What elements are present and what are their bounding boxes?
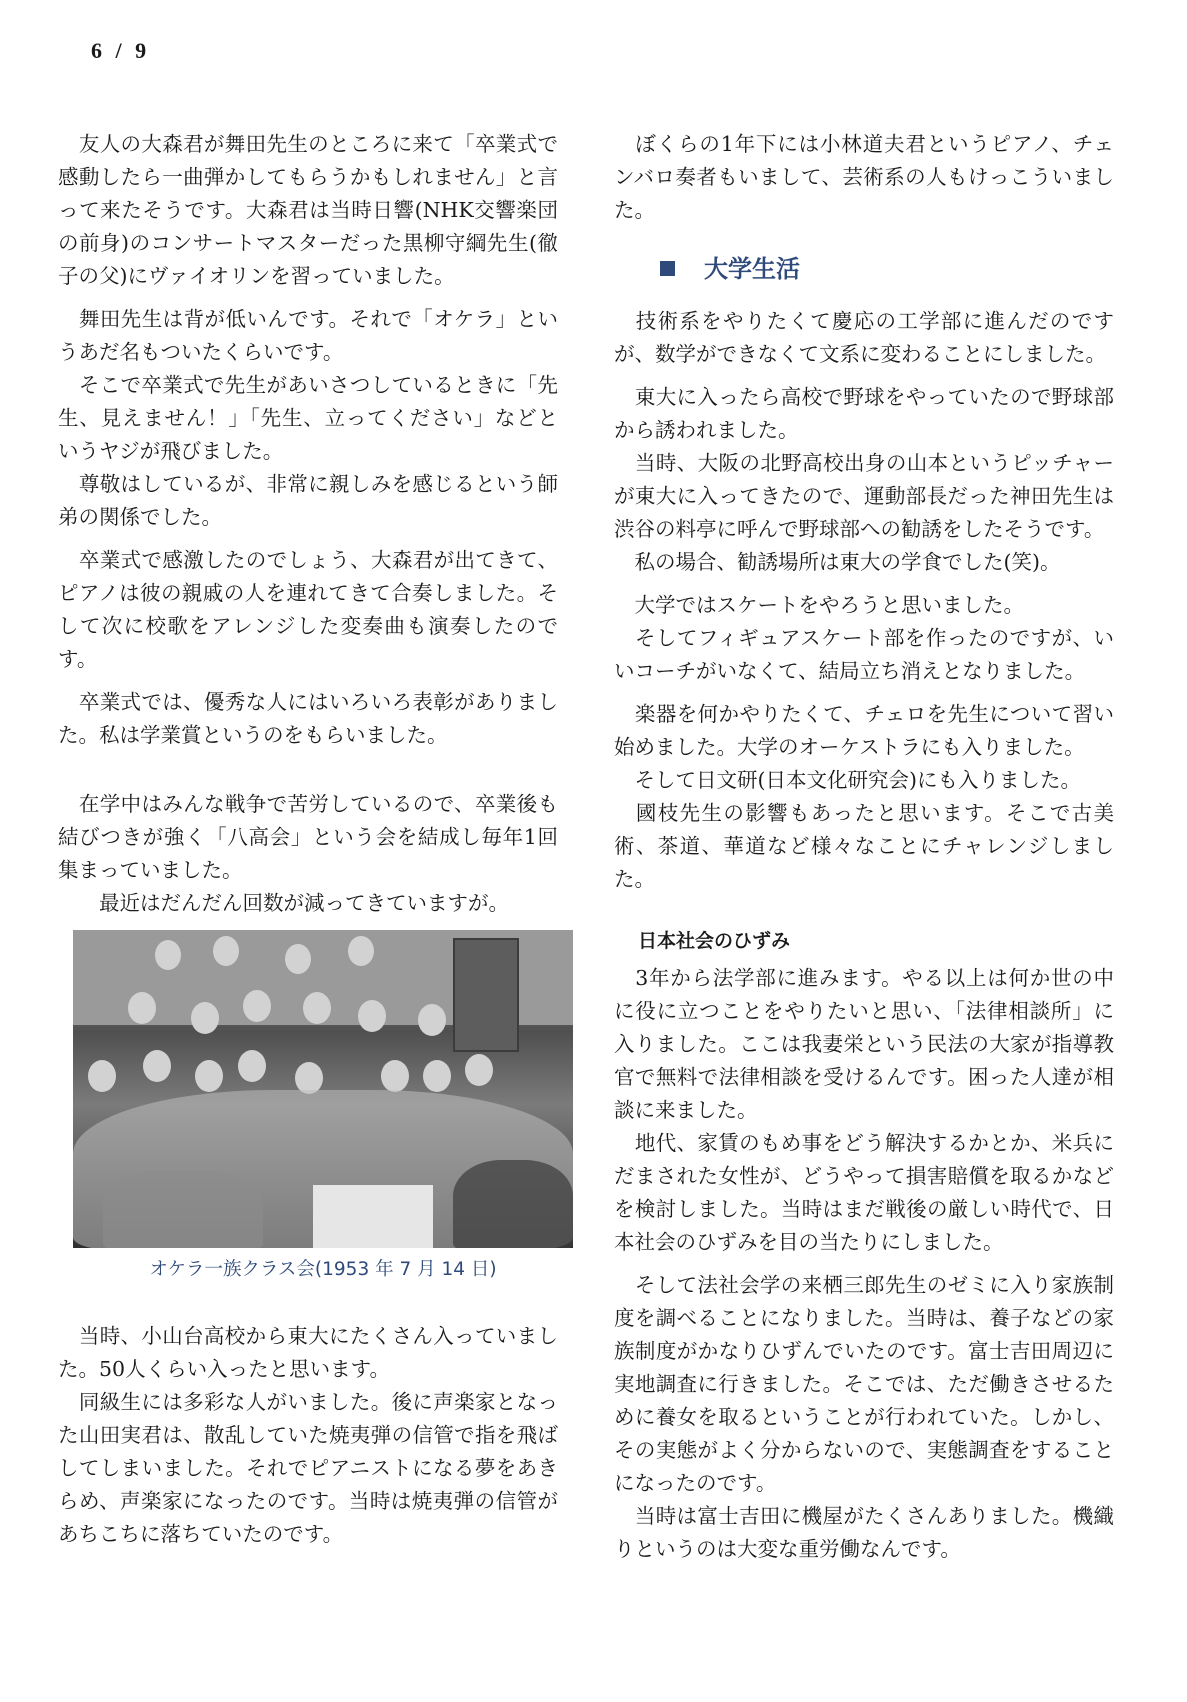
- paragraph: 当時、小山台高校から東大にたくさん入っていました。50人くらい入ったと思います。: [58, 1324, 558, 1381]
- paragraph: 卒業式では、優秀な人にはいろいろ表彰がありました。私は学業賞というのをもらいました。: [58, 690, 558, 747]
- paragraph: 舞田先生は背が低いんです。それで「オケラ」というあだ名もついたくらいです。: [58, 307, 558, 364]
- paragraph: 3年から法学部に進みます。やる以上は何か世の中に役に立つことをやりたいと思い、「法律相談所」に入りました。ここは我妻栄という民法の大家が指導教官で無料で法律相談を受けるんです。困った人達が相談に来ました。: [614, 966, 1114, 1122]
- paragraph: 当時、大阪の北野高校出身の山本というピッチャーが東大に入ってきたので、運動部長だった神田先生は渋谷の料亭に呼んで野球部への勧誘をしたそうです。: [614, 451, 1114, 541]
- paragraph: 友人の大森君が舞田先生のところに来て「卒業式で感動したら一曲弾かしてもらうかもしれません」と言って来たそうです。大森君は当時日響(NHK交響楽団の前身)のコンサートマスターだった黒柳守綱先生(徹子の父)にヴァイオリンを習っていました。: [58, 132, 558, 288]
- class-reunion-photo: [73, 930, 573, 1248]
- paragraph: そこで卒業式で先生があいさつしているときに「先生、見えません！」「先生、立ってください」などというヤジが飛びました。: [58, 373, 558, 463]
- paragraph: そしてフィギュアスケート部を作ったのですが、いいコーチがいなくて、結局立ち消えとなりました。: [614, 626, 1114, 683]
- left-column: [58, 128, 558, 1551]
- paragraph: 技術系をやりたくて慶応の工学部に進んだのですが、数学ができなくて文系に変わることにしました。: [614, 309, 1114, 366]
- paragraph: 在学中はみんな戦争で苦労しているので、卒業後も結びつきが強く「八高会」という会を結成し毎年1回集まっていました。: [58, 792, 558, 882]
- paragraph: 私の場合、勧誘場所は東大の学食でした(笑)。: [614, 550, 1061, 574]
- section-heading-text: 大学生活: [704, 255, 800, 283]
- paragraph: 最近はだんだん回数が減ってきていますが。: [58, 891, 509, 915]
- photo-caption: オケラ一族クラス会(1953 年 7 月 14 日): [149, 1259, 497, 1280]
- paragraph: 同級生には多彩な人がいました。後に声楽家となった山田実君は、散乱していた焼夷弾の信管で指を飛ばしてしまいました。それでピアニストになる夢をあきらめ、声楽家になったのです。当時は焼夷弾の信管があちこちに落ちていたのです。: [58, 1390, 558, 1546]
- paragraph: 当時は富士吉田に機屋がたくさんありました。機織りというのは大変な重労働なんです。: [614, 1504, 1114, 1561]
- paragraph: 地代、家賃のもめ事をどう解決するかとか、米兵にだまされた女性が、どうやって損害賠償を取るかなどを検討しました。当時はまだ戦後の厳しい時代で、日本社会のひずみを目の当たりにしました。: [614, 1131, 1114, 1254]
- square-bullet-icon: [660, 261, 675, 276]
- paragraph: 東大に入ったら高校で野球をやっていたので野球部から誘われました。: [614, 385, 1114, 442]
- paragraph: 國枝先生の影響もあったと思います。そこで古美術、茶道、華道など様々なことにチャレンジしました。: [614, 801, 1114, 891]
- section-heading: [614, 249, 1114, 289]
- paragraph: そして日文研(日本文化研究会)にも入りました。: [614, 768, 1081, 792]
- right-column: [614, 128, 1114, 1566]
- paragraph: そして法社会学の来栖三郎先生のゼミに入り家族制度を調べることになりました。当時は、養子などの家族制度がかなりひずんでいたのです。富士吉田周辺に実地調査に行きました。そこでは、ただ働きさせるために養女を取るということが行われていた。しかし、その実態がよく分からないので、実態調査をすることになったのです。: [614, 1273, 1114, 1495]
- sub-heading: 日本社会のひずみ: [638, 930, 791, 952]
- page-number: 6 / 9: [91, 38, 151, 63]
- paragraph: 大学ではスケートをやろうと思いました。: [614, 593, 1024, 617]
- paragraph: 尊敬はしているが、非常に親しみを感じるという師弟の関係でした。: [58, 472, 558, 529]
- paragraph: 楽器を何かやりたくて、チェロを先生について習い始めました。大学のオーケストラにも入りました。: [614, 702, 1114, 759]
- paragraph: ぼくらの1年下には小林道夫君というピアノ、チェンバロ奏者もいまして、芸術系の人もけっこういました。: [614, 132, 1114, 222]
- paragraph: 卒業式で感激したのでしょう、大森君が出てきて、ピアノは彼の親戚の人を連れてきて合奏しました。そして次に校歌をアレンジした変奏曲も演奏したのです。: [58, 548, 558, 671]
